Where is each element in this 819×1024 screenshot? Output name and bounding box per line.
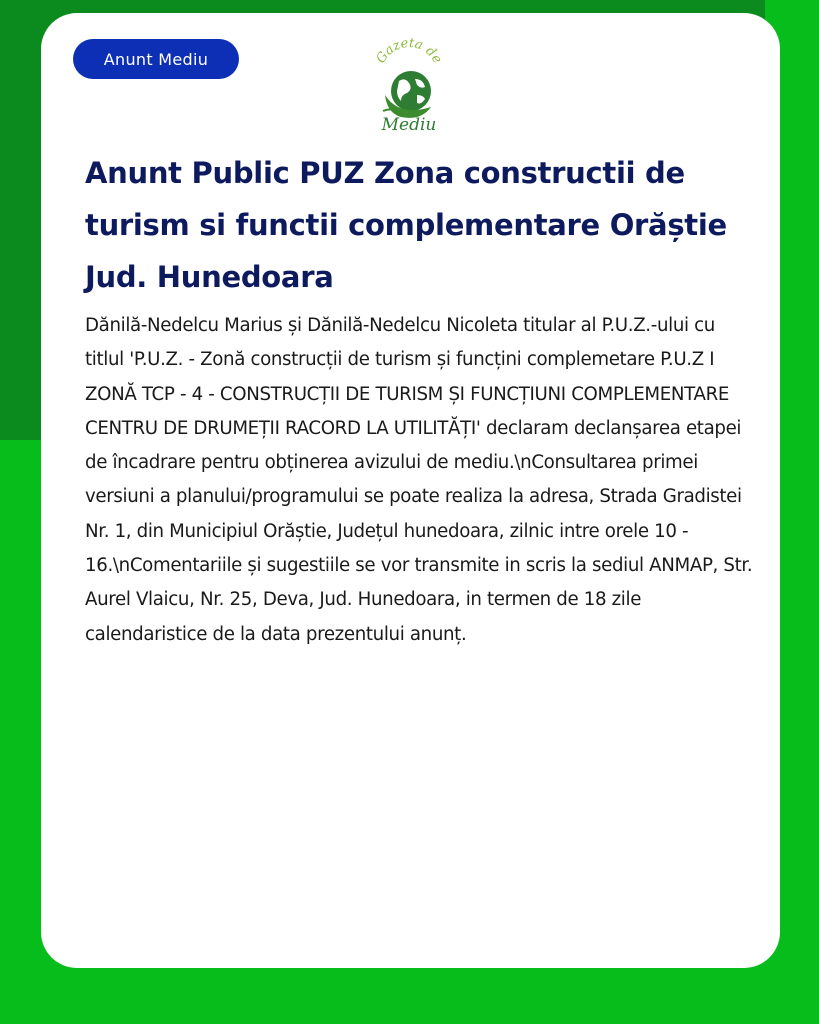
category-badge-label: Anunt Mediu [103,49,209,69]
logo-top-text: Gazeta de [373,35,445,67]
svg-text:Gazeta de [373,36,444,67]
announcement-card [41,13,780,968]
gazeta-de-mediu-logo [359,33,459,133]
logo-bottom-text: Mediu [381,115,437,133]
globe-leaf-icon [359,33,459,133]
article-body: Dănilă-Nedelcu Marius și Dănilă-Nedelcu Nicoleta titular al P.U.Z.-ului cu titlul 'P.U.Z. - Zonă construcții de turism și funcțini complemetare P.U.Z I ZONĂ TCP - 4 - CONSTRUCȚII DE TURISM ȘI FUNCȚIUNI COMPLEMENTARE CENTRU DE DRUMEȚII RACORD LA UTILITĂȚI' declaram declanșarea etapei de încadrare pentru obținerea avizului de mediu.\nConsultarea primei versiuni a planului/programului se poate realiza la adresa, Strada Gradistei Nr. 1, din Municipiul Orăștie, Județul hunedoara, zilnic intre orele 10 - 16.\nComentariile și sugestiile se vor transmite in scris la sediul ANMAP, Str. Aurel Vlaicu, Nr. 25, Deva, Jud. Hunedoara, in termen de 18 zile calendaristice de la data prezentului anunț. [85,315,753,645]
article-title: Anunt Public PUZ Zona constructii de turism si functii complementare Orăștie Jud. Hunedoara [85,156,727,294]
category-badge[interactable] [73,39,239,79]
